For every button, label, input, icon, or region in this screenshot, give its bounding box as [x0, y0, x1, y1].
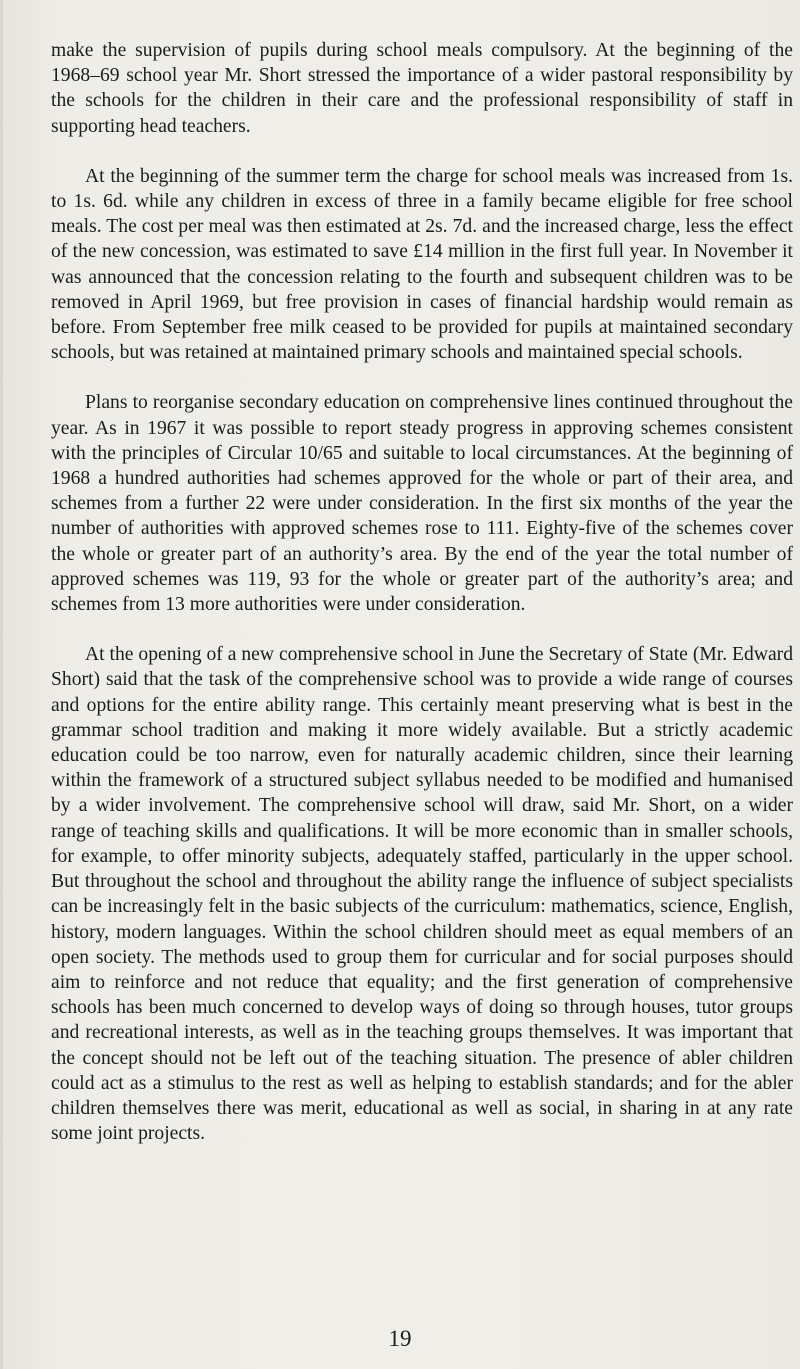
page-number: 19 — [388, 1326, 412, 1351]
paragraph-4: At the opening of a new comprehensive school in June the Secretary of State (Mr. Edward Short) said that the task of the comprehensive school was to provide a wide range of courses and options for the entire ability range. This certainly meant preserving what is best in the grammar school tradition and making it more widely available. But a strictly academic education could be too narrow, even for naturally academic children, since their learning within the framework of a structured subject syllabus needed to be modified and humanised by a wider involvement. The comprehensive school will draw, said Mr. Short, on a wider range of teaching skills and qualifications. It will be more economic than in smaller schools, for example, to offer minority subjects, adequately staffed, particularly in the upper school. But throughout the school and throughout the ability range the influence of subject specialists can be increasingly felt in the basic subjects of the curriculum: mathematics, science, English, history, modern languages. Within the school children should meet as equal members of an open society. The methods used to group them for curricular and for social purposes should aim to reinforce and not reduce that equality; and the first generation of comprehensive schools has been much concerned to develop ways of doing so through houses, tutor groups and recreational interests, as well as in the teaching groups themselves. It was important that the concept should not be left out of the teaching situation. The presence of abler children could act as a stimulus to the rest as well as helping to establish standards; and for the abler children themselves there was merit, educational as well as social, in sharing in at any rate some joint projects. — [51, 644, 793, 1145]
paragraph-2: At the beginning of the summer term the charge for school meals was increased from 1s. to 1s. 6d. while any children in excess of three in a family became eligible for free school meals. The cost per meal was then estimated at 2s. 7d. and the increased charge, less the effect of the new concession, was estimated to save £14 million in the first full year. In November it was announced that the concession relating to the fourth and subsequent children was to be removed in April 1969, but free provision in cases of financial hardship would remain as before. From September free milk ceased to be provided for pupils at maintained secondary schools, but was retained at maintained primary schools and maintained special schools. — [51, 165, 793, 364]
page-edge-shadow — [0, 0, 3, 1369]
paragraph-3: Plans to reorganise secondary education on comprehensive lines continued throughout the year. As in 1967 it was possible to report steady progress in approving schemes consistent with the principles of Circular 10/65 and suitable to local circumstances. At the beginning of 1968 a hundred authorities had schemes approved for the whole or part of their area, and schemes from a further 22 were under consideration. In the first six months of the year the number of authorities with approved schemes rose to 111. Eighty-five of the schemes cover the whole or greater part of an authority’s area. By the end of the year the total number of approved schemes was 119, 93 for the whole or greater part of the authority’s area; and schemes from 13 more authorities were under consideration. — [51, 392, 793, 616]
body-text — [51, 38, 793, 1171]
paragraph-1: make the supervision of pupils during school meals compulsory. At the beginning of the 1968–69 school year Mr. Short stressed the importance of a wider pastoral responsibility by the schools for the children in their care and the professional responsibility of staff in supporting head teachers. — [51, 40, 793, 137]
